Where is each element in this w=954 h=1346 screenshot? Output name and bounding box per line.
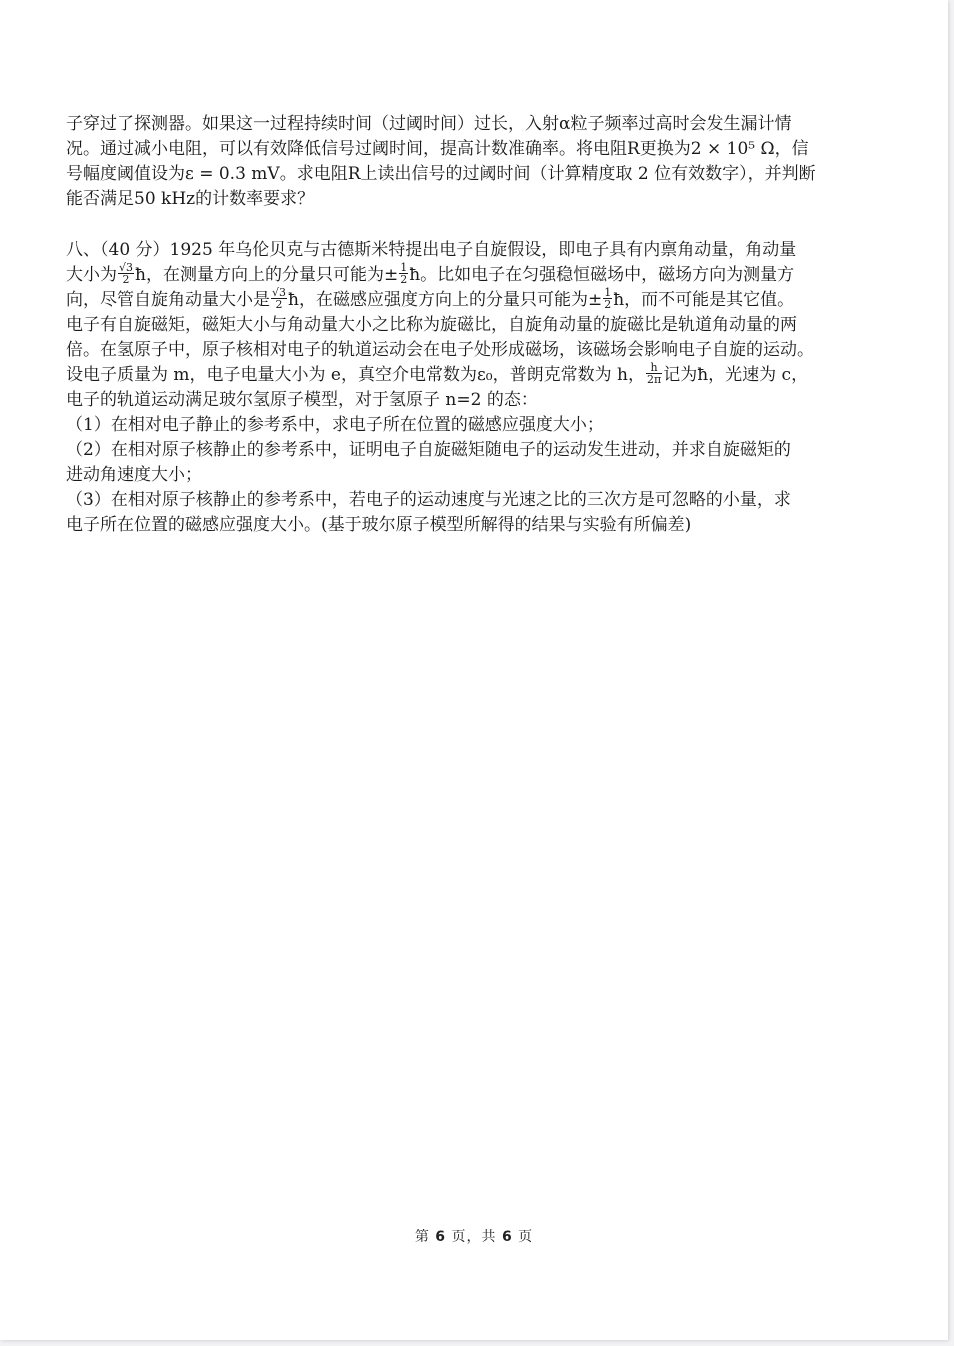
question-2-line-1: （2）在相对原子核静止的参考系中，证明电子自旋磁矩随电子的运动发生进动，并求自旋磁矩的 <box>66 440 791 460</box>
question-3-line-1: （3）在相对原子核静止的参考系中，若电子的运动速度与光速之比的三次方是可忽略的小量，求 <box>66 490 791 510</box>
footer-page-number: 6 <box>435 1229 447 1245</box>
fraction-numerator: √3 <box>272 286 287 299</box>
footer-suffix: 页 <box>512 1229 534 1245</box>
problem-8-heading-line: 八、（40 分）1925 年乌伦贝克与古德斯米特提出电子自旋假设，即电子具有内禀角动量，角动量 <box>66 240 797 260</box>
text-line: 况。通过减小电阻，可以有效降低信号过阈时间，提高计数准确率。将电阻R更换为2 × 10⁵ Ω，信 <box>66 139 809 159</box>
text-line <box>66 288 882 313</box>
footer-total-pages: 6 <box>501 1229 513 1245</box>
page-content <box>66 112 882 538</box>
fraction-denominator: 2 <box>604 298 612 311</box>
text-fragment: ħ。比如电子在匀强稳恒磁场中，磁场方向为测量方 <box>409 265 795 285</box>
fraction-numerator: √3 <box>119 261 134 274</box>
text-fragment: ħ，在测量方向上的分量只可能为± <box>135 265 399 285</box>
text-line: 电子的轨道运动满足玻尔氢原子模型，对于氢原子 n=2 的态： <box>66 390 538 410</box>
fraction-denominator: 2π <box>646 373 662 386</box>
fraction-denominator: 2 <box>275 298 283 311</box>
text-fragment: 向，尽管自旋角动量大小是 <box>66 290 270 310</box>
text-fragment: 大小为 <box>66 265 117 285</box>
text-line: 子穿过了探测器。如果这一过程持续时间（过阈时间）过长，入射α粒子频率过高时会发生漏计情 <box>66 114 792 134</box>
fraction-numerator: 1 <box>400 261 408 274</box>
fraction-h-over-2pi <box>646 362 662 385</box>
problem-7-continuation <box>66 112 882 212</box>
text-fragment: ħ，在磁感应强度方向上的分量只可能为± <box>288 290 603 310</box>
text-line <box>66 263 882 288</box>
footer-middle: 页，共 <box>446 1229 502 1245</box>
question-3-line-2: 电子所在位置的磁感应强度大小。(基于玻尔原子模型所解得的结果与实验有所偏差) <box>66 515 692 535</box>
text-line: 倍。在氢原子中，原子核相对电子的轨道运动会在电子处形成磁场，该磁场会影响电子自旋的运动。 <box>66 340 814 360</box>
fraction-sqrt3-over-2 <box>118 262 134 285</box>
text-line: 电子有自旋磁矩，磁矩大小与角动量大小之比称为旋磁比，自旋角动量的旋磁比是轨道角动量的两 <box>66 315 797 335</box>
fraction-denominator: 2 <box>122 273 130 286</box>
text-fragment: 设电子质量为 m，电子电量大小为 e，真空介电常数为ε₀，普朗克常数为 h， <box>66 365 645 385</box>
problem-8 <box>66 238 882 538</box>
text-fragment: ħ，而不可能是其它值。 <box>613 290 795 310</box>
text-line <box>66 363 882 388</box>
question-2-line-2: 进动角速度大小； <box>66 465 202 485</box>
text-line: 能否满足50 kHz的计数率要求？ <box>66 189 315 209</box>
text-fragment: 记为ħ，光速为 c， <box>663 365 809 385</box>
text-line: 号幅度阈值设为ε = 0.3 mV。求电阻R上读出信号的过阈时间（计算精度取 2 位有效数字），并判断 <box>66 164 816 184</box>
fraction-one-half <box>603 287 612 310</box>
fraction-numerator: 1 <box>604 286 612 299</box>
fraction-sqrt3-over-2 <box>271 287 287 310</box>
question-1: （1）在相对电子静止的参考系中，求电子所在位置的磁感应强度大小； <box>66 415 604 435</box>
fraction-one-half <box>399 262 408 285</box>
spacer <box>66 212 882 238</box>
page-footer <box>0 1226 948 1246</box>
footer-prefix: 第 <box>414 1229 436 1245</box>
fraction-denominator: 2 <box>400 273 408 286</box>
fraction-numerator: h <box>646 362 662 374</box>
